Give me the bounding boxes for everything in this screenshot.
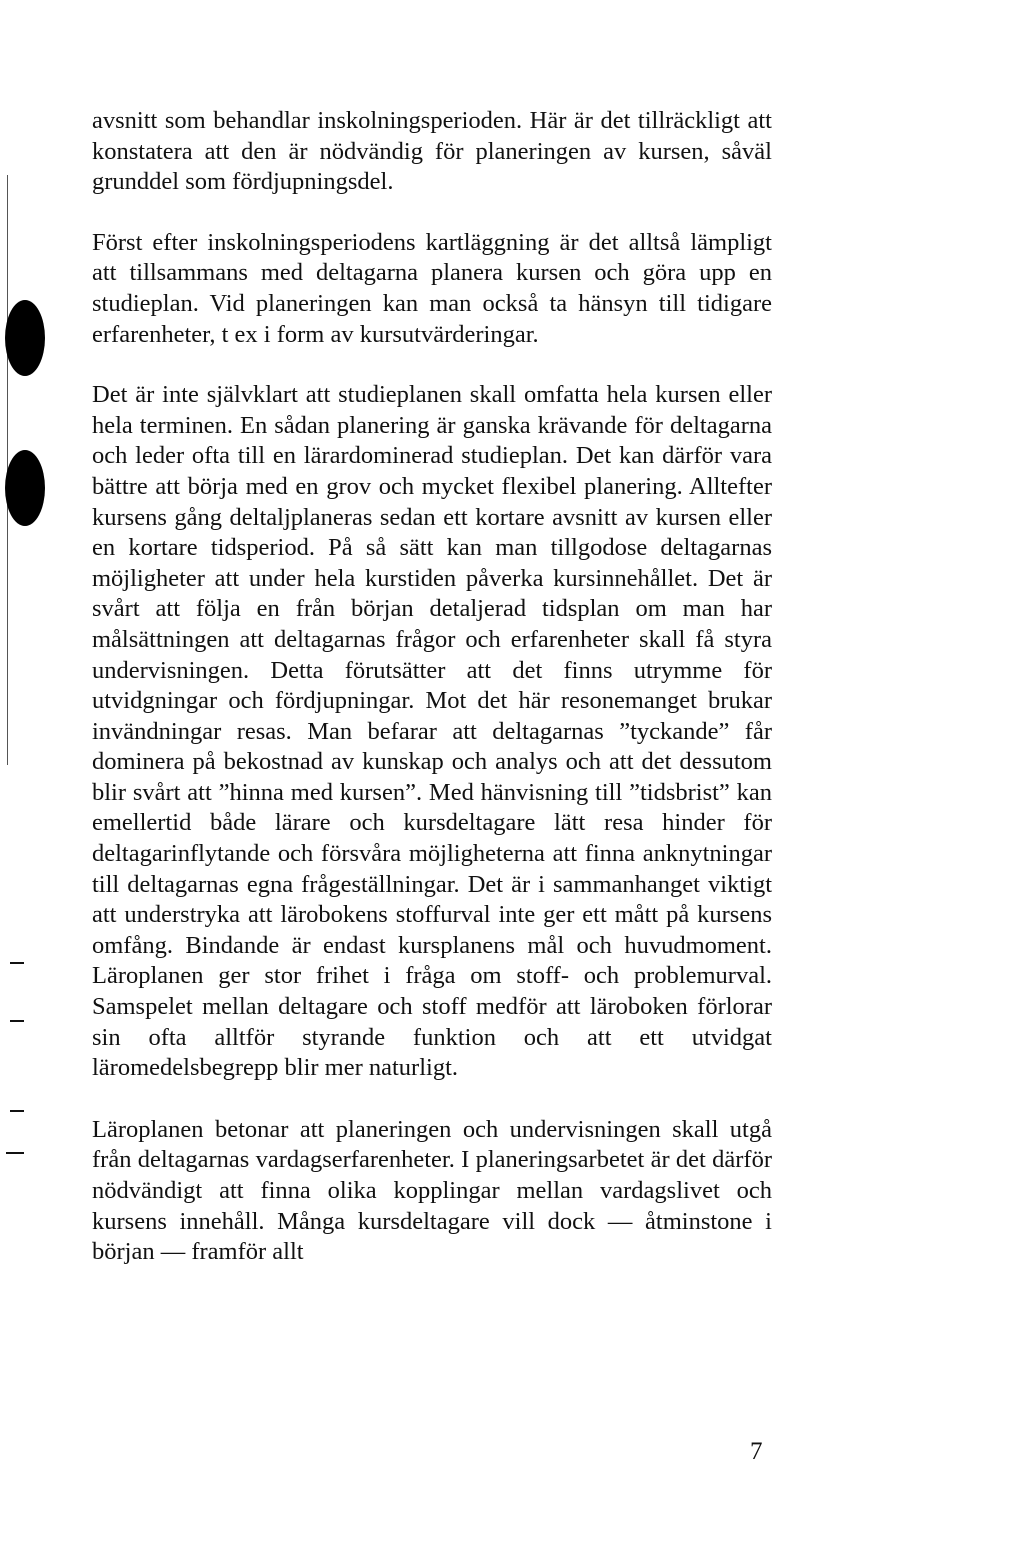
paragraph-1: avsnitt som behandlar inskolningsperioden. Här är det tillräckligt att konstatera att den är nödvändig för planeringen av kursen, såväl grunddel som fördjupningsdel. xyxy=(92,107,772,196)
punch-hole-bottom xyxy=(5,450,45,526)
margin-mark xyxy=(10,962,24,964)
body-text xyxy=(92,106,772,1268)
punch-hole-top xyxy=(5,300,45,376)
margin-mark xyxy=(10,1020,24,1022)
margin-mark xyxy=(6,1152,24,1154)
paragraph-4: Läroplanen betonar att planeringen och undervisningen skall utgå från deltagarnas vardagserfarenheter. I planeringsarbetet är det därför nödvändigt att finna olika kopplingar mellan vardagslivet och kursens innehåll. Många kursdeltagare vill dock — åtminstone i början — framför allt xyxy=(92,1115,772,1266)
page-number: 7 xyxy=(750,1438,763,1465)
paragraph-3: Det är inte självklart att studieplanen skall omfatta hela kursen eller hela terminen. En sådan planering är ganska krävande för deltagarna och leder ofta till en lärardominerad studieplan. Det kan därför vara bättre att börja med en grov och mycket flexibel planering. Alltefter kursens gång deltaljplaneras sedan ett kortare avsnitt av kursen eller en kortare tidsperiod. På så sätt kan man tillgodose deltagarnas möjligheter att under hela kurstiden påverka kursinnehållet. Det är svårt att följa en från början detaljerad tidsplan om man har målsättningen att deltagarnas frågor och erfarenheter skall få styra undervisningen. Detta förutsätter att det finns utrymme för utvidgningar och fördjupningar. Mot det här resonemanget brukar invändningar resas. Man befarar att deltagarnas ”tyckande” får dominera på bekostnad av kunskap och analys och att det dessutom blir svårt att ”hinna med kursen”. Med hänvisning till ”tidsbrist” kan emellertid både lärare och kursdeltagare lätt resa hinder för deltagarinflytande och försvåra möjligheterna att finna anknytningar till deltagarnas egna frågeställningar. Det är i sammanhanget viktigt att understryka att lärobokens stoffurval inte ger ett mått på kursens omfång. Bindande är endast kursplanens mål och huvudmoment. Läroplanen ger stor frihet i fråga om stoff- och problemurval. Samspelet mellan deltagare och stoff medför att läroboken förlorar sin ofta alltför styrande funktion och att ett utvidgat läromedelsbegrepp blir mer naturligt. xyxy=(92,381,772,1082)
paragraph-2: Först efter inskolningsperiodens kartläggning är det alltså lämpligt att tillsammans med deltagarna planera kursen och göra upp en studieplan. Vid planeringen kan man också ta hänsyn till tidigare erfarenheter, t ex i form av kursutvärderingar. xyxy=(92,228,772,348)
margin-mark xyxy=(10,1110,24,1112)
